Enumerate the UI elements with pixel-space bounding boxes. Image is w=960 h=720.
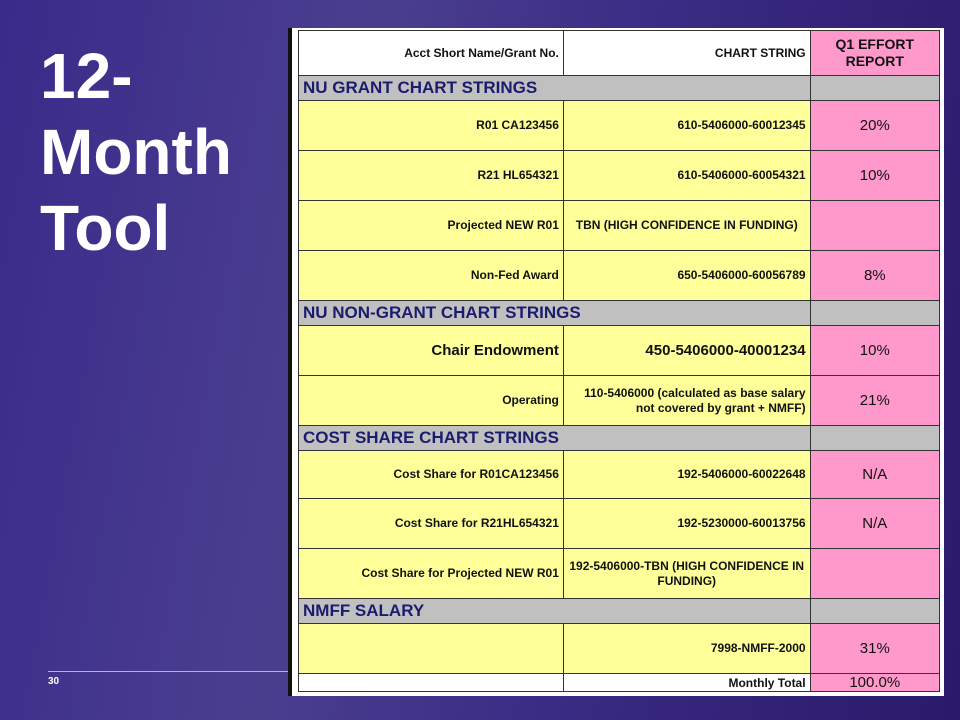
effort-cell: 20% bbox=[810, 101, 939, 151]
table-row bbox=[299, 101, 940, 151]
chart-string-cell: 7998-NMFF-2000 bbox=[563, 624, 810, 674]
chart-string-cell: 192-5406000-TBN (HIGH CONFIDENCE IN FUNDING) bbox=[563, 549, 810, 599]
chart-string-cell: TBN (HIGH CONFIDENCE IN FUNDING) bbox=[563, 201, 810, 251]
section-row bbox=[299, 301, 940, 326]
account-cell: R01 CA123456 bbox=[299, 101, 564, 151]
section-title: NMFF SALARY bbox=[299, 599, 811, 624]
footer-divider bbox=[48, 671, 288, 672]
chart-string-cell: 192-5230000-60013756 bbox=[563, 499, 810, 549]
effort-cell: N/A bbox=[810, 451, 939, 499]
section-row bbox=[299, 76, 940, 101]
account-cell: Cost Share for Projected NEW R01 bbox=[299, 549, 564, 599]
section-title: COST SHARE CHART STRINGS bbox=[299, 426, 811, 451]
effort-table bbox=[298, 30, 940, 692]
table-row bbox=[299, 201, 940, 251]
effort-cell: 10% bbox=[810, 151, 939, 201]
table-row bbox=[299, 376, 940, 426]
effort-cell bbox=[810, 549, 939, 599]
slide-title bbox=[40, 38, 270, 266]
account-cell: R21 HL654321 bbox=[299, 151, 564, 201]
table-row bbox=[299, 451, 940, 499]
account-cell: Chair Endowment bbox=[299, 326, 564, 376]
title-line-3: Tool bbox=[40, 192, 171, 264]
account-cell: Projected NEW R01 bbox=[299, 201, 564, 251]
page-number: 30 bbox=[48, 676, 60, 687]
effort-cell: 8% bbox=[810, 251, 939, 301]
chart-string-cell: 650-5406000-60056789 bbox=[563, 251, 810, 301]
effort-cell: 21% bbox=[810, 376, 939, 426]
chart-string-cell: 450-5406000-40001234 bbox=[563, 326, 810, 376]
effort-cell bbox=[810, 201, 939, 251]
table-row bbox=[299, 499, 940, 549]
effort-cell: 31% bbox=[810, 624, 939, 674]
chart-string-cell: 110-5406000 (calculated as base salary not covered by grant + NMFF) bbox=[563, 376, 810, 426]
section-row bbox=[299, 426, 940, 451]
title-line-1: 12- bbox=[40, 40, 133, 112]
account-cell: Operating bbox=[299, 376, 564, 426]
table-row bbox=[299, 624, 940, 674]
header-effort: Q1 EFFORT REPORT bbox=[810, 31, 939, 76]
account-cell bbox=[299, 624, 564, 674]
table-row bbox=[299, 151, 940, 201]
effort-cell: N/A bbox=[810, 499, 939, 549]
account-cell: Cost Share for R21HL654321 bbox=[299, 499, 564, 549]
total-row bbox=[299, 674, 940, 692]
chart-string-cell: 610-5406000-60012345 bbox=[563, 101, 810, 151]
title-line-2: Month bbox=[40, 116, 232, 188]
table-row bbox=[299, 549, 940, 599]
table-row bbox=[299, 326, 940, 376]
section-title: NU GRANT CHART STRINGS bbox=[299, 76, 811, 101]
total-value: 100.0% bbox=[810, 674, 939, 692]
total-label: Monthly Total bbox=[563, 674, 810, 692]
chart-string-cell: 610-5406000-60054321 bbox=[563, 151, 810, 201]
spreadsheet-panel bbox=[288, 28, 944, 696]
table-row bbox=[299, 251, 940, 301]
section-title: NU NON-GRANT CHART STRINGS bbox=[299, 301, 811, 326]
account-cell: Non-Fed Award bbox=[299, 251, 564, 301]
header-row bbox=[299, 31, 940, 76]
header-account: Acct Short Name/Grant No. bbox=[299, 31, 564, 76]
chart-string-cell: 192-5406000-60022648 bbox=[563, 451, 810, 499]
account-cell: Cost Share for R01CA123456 bbox=[299, 451, 564, 499]
section-row bbox=[299, 599, 940, 624]
effort-cell: 10% bbox=[810, 326, 939, 376]
header-chart-string: CHART STRING bbox=[563, 31, 810, 76]
